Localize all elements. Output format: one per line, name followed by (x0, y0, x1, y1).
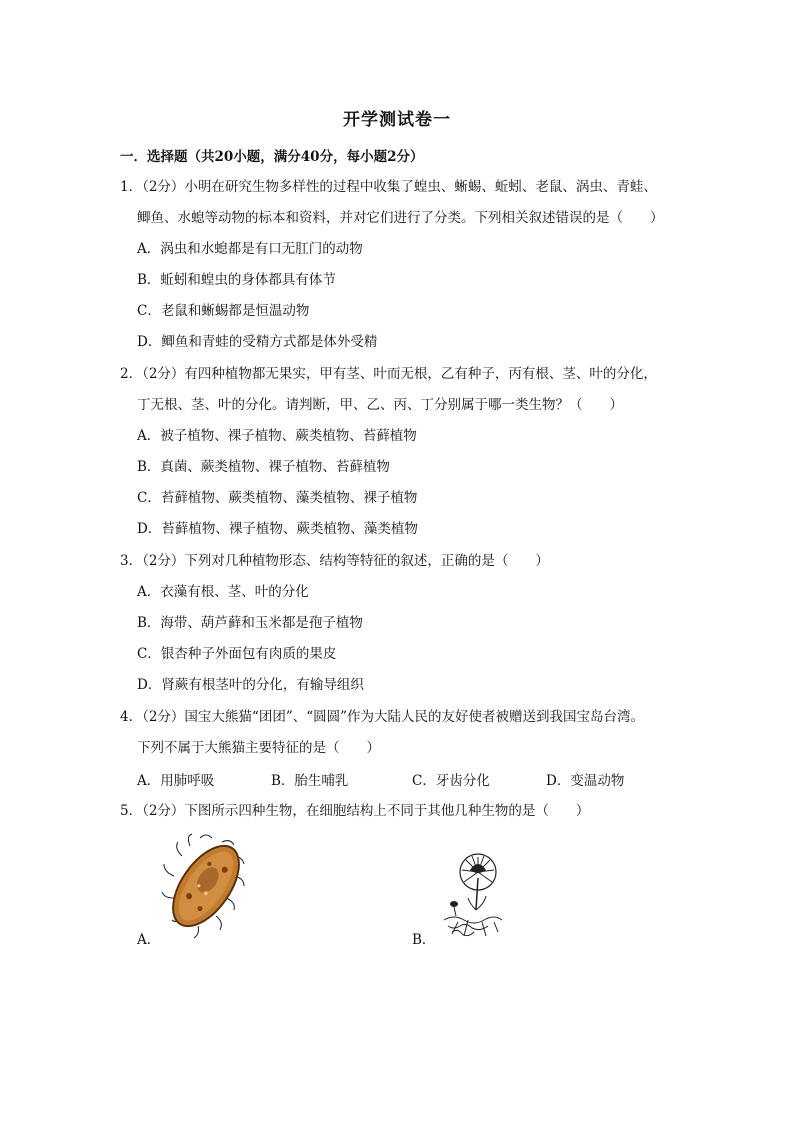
question-1-option-b[interactable]: B．蚯蚓和蝗虫的身体都具有体节 (137, 272, 336, 288)
question-4-option-d[interactable]: D．变温动物 (546, 773, 625, 789)
question-3-option-c[interactable]: C．银杏种子外面包有肉质的果皮 (137, 646, 337, 662)
question-3-option-b[interactable]: B．海带、葫芦藓和玉米都是孢子植物 (137, 615, 363, 631)
question-4-line-1: 4．（2分）国宝大熊猫“团团”、“圆圆”作为大陆人民的友好使者被赠送到我国宝岛台湾。 (120, 709, 645, 725)
question-2-line-1: 2．（2分）有四种植物都无果实，甲有茎、叶而无根，乙有种子，丙有根、茎、叶的分化， (120, 366, 657, 382)
question-5-line-1: 5．（2分）下图所示四种生物，在细胞结构上不同于其他几种生物的是（ ） (120, 803, 590, 819)
question-2-option-b[interactable]: B．真菌、蕨类植物、裸子植物、苔藓植物 (137, 459, 390, 475)
question-1-option-d[interactable]: D．鲫鱼和青蛙的受精方式都是体外受精 (137, 334, 378, 350)
question-5-option-b[interactable]: B． (412, 932, 436, 948)
page-title: 开学测试卷一 (343, 110, 451, 130)
question-2-line-2: 丁无根、茎、叶的分化。请判断，甲、乙、丙、丁分别属于哪一类生物？（ ） (137, 397, 623, 413)
section-heading: 一．选择题（共20小题，满分40分，每小题2分） (120, 149, 424, 165)
question-4-option-c[interactable]: C．牙齿分化 (412, 773, 490, 789)
mold-fungus-illustration (438, 852, 508, 942)
question-4-line-2: 下列不属于大熊猫主要特征的是（ ） (137, 740, 380, 756)
question-5-option-a[interactable]: A． (137, 932, 161, 948)
question-4-option-a[interactable]: A．用肺呼吸 (137, 773, 215, 789)
question-1-line-2: 鲫鱼、水螅等动物的标本和资料，并对它们进行了分类。下列相关叙述错误的是（ ） (137, 210, 664, 226)
question-4-options (137, 769, 657, 789)
bacterium-illustration (160, 832, 252, 940)
question-3-line-1: 3．（2分）下列对几种植物形态、结构等特征的叙述，正确的是（ ） (120, 553, 549, 569)
question-2-option-c[interactable]: C．苔藓植物、蕨类植物、藻类植物、裸子植物 (137, 490, 418, 506)
question-3-option-a[interactable]: A．衣藻有根、茎、叶的分化 (137, 584, 309, 600)
question-2-option-d[interactable]: D．苔藓植物、裸子植物、蕨类植物、藻类植物 (137, 521, 418, 537)
question-1-option-c[interactable]: C．老鼠和蜥蜴都是恒温动物 (137, 303, 310, 319)
question-4-option-b[interactable]: B．胎生哺乳 (271, 773, 349, 789)
question-1-line-1: 1．（2分）小明在研究生物多样性的过程中收集了蝗虫、蜥蜴、蚯蚓、老鼠、涡虫、青蛙、 (120, 179, 657, 195)
question-2-option-a[interactable]: A．被子植物、裸子植物、蕨类植物、苔藓植物 (137, 428, 417, 444)
question-1-option-a[interactable]: A．涡虫和水螅都是有口无肛门的动物 (137, 241, 363, 257)
question-3-option-d[interactable]: D．肾蕨有根茎叶的分化，有输导组织 (137, 677, 364, 693)
